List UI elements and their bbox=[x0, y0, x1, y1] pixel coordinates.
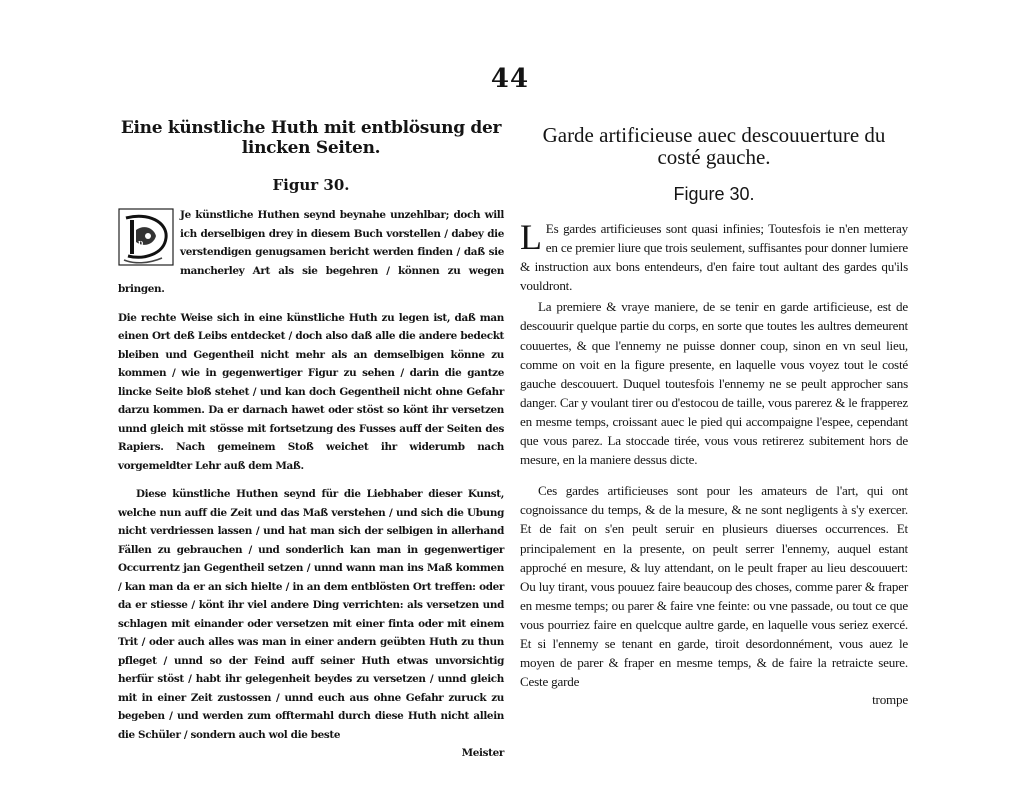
ornamental-initial-d bbox=[118, 208, 174, 266]
german-column bbox=[118, 118, 504, 762]
german-heading: Eine künstliche Huth mit entblösung der lincken Seiten. bbox=[120, 118, 502, 158]
german-paragraph-2: Die rechte Weise sich in eine künstliche Huth zu legen ist, daß man einen Ort deß Leibs entdecket / doch also daß alle die andere bedeckt bleiben und Gegentheil nicht mehr als an demselbigen könne zu kommen / wie in gegenwertiger Figur zu sehen / darin die gantze lincke Seite bloß stehet / und kan doch Gegentheil nicht ohne Gefahr darzu kommen. Da er darnach hawet oder stöst so könt ihr versetzen unnd gleich mit stösse mit fortsetzung des Fusses auff der Seiten des Rapiers. Nach gemeinem Stoß weichet ihr widerumb nach vorgemeldter Lehr auß dem Maß. bbox=[118, 311, 504, 472]
page-number: 44 bbox=[490, 64, 530, 94]
initial-letter: D bbox=[138, 241, 143, 248]
french-paragraph-3: Ces gardes artificieuses sont pour les amateurs de l'art, qui ont cognoissance du temps, & de la mesure, & ne sont negligents à s'y exercer. Et de fait on s'en peult seruir en plusieurs diuerses occurrences. Et principalement en la presente, on peult serrer l'ennemy, auquel estant approché en mesure, & luy attendant, on le peult fraper au lieu descouuert: Ou luy tirant, vous pouuez faire beaucoup des choses, comme parer & fraper en mesme temps; ou parer & faire vne feinte: ou vne passade, ou tout ce que vous pourriez faire en quelcque aultre garde, en laquelle vous seriez exercé. Et si l'ennemy se tenant en garde, tiroit desordonnément, vous auez le moyen de parer & fraper en mesme temps, & de faire la retraicte seure. Ceste garde bbox=[520, 483, 908, 690]
french-figure-label: Figure 30. bbox=[673, 184, 755, 204]
french-heading: Garde artificieuse auec descouuerture du costé gauche. bbox=[542, 123, 886, 169]
french-paragraph-2: La premiere & vraye maniere, de se tenir en garde artificieuse, est de descouurir quelque partie du corps, en sorte que toutes les aultres demeurent couuertes, & que l'ennemy ne puisse donner coup, sinon en vn seul lieu, comme on voit en la figure presente, en laquelle vous voyez tout le costé gauche descouuert. Duquel toutesfois l'ennemy ne se peult approcher sans danger. Car y voulant tirer ou d'estocou de taille, vous parerez & le frapperez en mesme temps, croissant auec le pied qui accompaigne l'espee, cependant que vous parez. La stoccade tirée, vous vous retirerez subitement hors de mesure, en la maniere dessus dicte. bbox=[520, 299, 908, 468]
french-paragraph-1: L Es gardes artificieuses sont quasi infinies; Toutesfois ie n'en metteray en ce premier liure que trois seulement, suffisantes pour donner lumiere & instruction aux bons entendeurs, d'en faire tout aultant des gardes qu'ils vouldront. bbox=[520, 217, 908, 294]
german-figure-label: Figur 30. bbox=[272, 176, 350, 194]
french-body bbox=[520, 219, 908, 709]
french-catchword: trompe bbox=[872, 692, 908, 708]
german-paragraph-1: D Je künstliche Huthen seynd beynahe unzehlbar; doch will ich derselbigen drey in diesem Buch vorstellen / dabey die verstendigen genugsamen bericht werden finden / daß sie mancherley Art als sie begehren / können zu wegen bringen. bbox=[118, 209, 504, 295]
german-paragraph-3: Diese künstliche Huthen seynd für die Liebhaber dieser Kunst, welche nun auff die Zeit und das Maß verstehen / und sich die Ubung nicht verdriessen lassen / und hat man sich der selbigen in allerhand Fällen zu gebrauchen / und sonderlich kan man in gegenwertiger Occurrentz jan Gegentheil setzen / unnd wann man ins Maß kommen / kan man da er an sich hielte / in an dem entblösten Ort treffen: oder da er stiesse / könt ihr viel andere Ding verrichten: als versetzen und schlagen mit einander oder versetzen mit einer finta oder mit einem Trit / oder auch alles was man in einer andern geübten Huth zu thun pfleget / unnd so der Feind auff seiner Huth etwas unvorsichtig herfür stöst / habt ihr gelegenheit beydes zu versetzen / unnd gleich mit in einer Zeit zustossen / unnd euch aus ohne Gefahr zuruck zu begeben / und werden zum offtermahl durch diese Huth nicht allein die Schüler / sondern auch wol die beste bbox=[118, 488, 504, 741]
german-body bbox=[118, 206, 504, 762]
drop-cap-l: L bbox=[520, 217, 542, 257]
ornamental-initial-icon bbox=[118, 208, 174, 266]
german-catchword: Meister bbox=[461, 747, 504, 759]
french-column bbox=[520, 118, 908, 709]
